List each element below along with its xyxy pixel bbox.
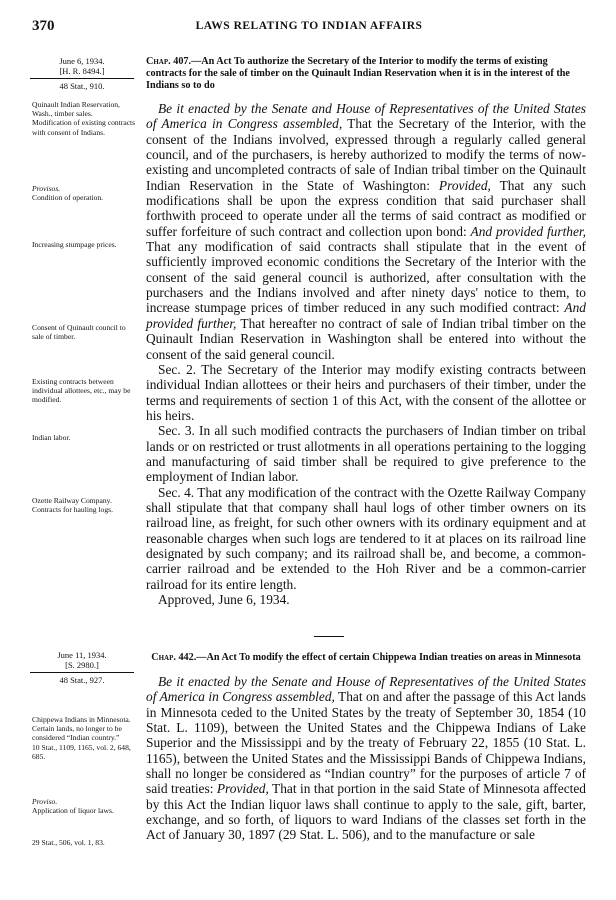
act2-chap-title: —An Act To modify the effect of certain Chippewa Indian treaties on areas in Minnesota bbox=[196, 652, 581, 663]
divider bbox=[30, 672, 134, 673]
act1-text bbox=[146, 56, 586, 608]
act1-text-run: That any such modifications shall be upon the express condition that said purchaser shall forthwith proceed to operate under all the terms of said contract as modified or suffer forfeiture of such contract and collection upon bond: bbox=[146, 177, 587, 239]
act2-stat: 48 Stat., 927. bbox=[59, 675, 105, 685]
divider bbox=[30, 78, 134, 79]
enacting-clause: Be it enacted by the Senate and House of Representatives of the United States of America in Congress assembled, bbox=[146, 674, 586, 705]
enacting-clause: Be it enacted by the Senate and House of Representatives of the United States of America in Congress assembled, bbox=[146, 101, 586, 132]
act2-text-run: That on and after the passage of this Act lands in Minnesota ceded to the United States by the treaty of September 30, 1854 (10 Stat. L. 1109), between the United States and the Chippewa Indians of Lake Superior and the Mississippi and by the treaty of February 22, 1855 (10 Stat. L. 1165), between the United States and the Mississippi Bands of Chippewa Indians, shall no longer be considered as “Indian country” for the purposes of article 7 of said treaties: bbox=[146, 689, 586, 797]
note-text: Provisos. bbox=[32, 184, 61, 193]
margin-note-quinault bbox=[32, 100, 136, 137]
note-text: Quinault Indian Reservation, Wash., timber sales. bbox=[32, 100, 120, 119]
act1-text-run: That any modification of said contracts shall stipulate that in the event of sufficiently improved economic conditions the Secretary of the Interior with the consent of the said general council is authorized, after consultation with the purchasers and the Indians involved and after ninety days' notice to them, to increase stumpage prices of timber reduced in any such modified contract: bbox=[146, 239, 586, 316]
margin-note-stat29: 29 Stat., 506, vol. 1, 83. bbox=[32, 838, 105, 847]
page-number: 370 bbox=[32, 18, 55, 34]
margin-note-labor: Indian labor. bbox=[32, 433, 71, 442]
act2-citation bbox=[30, 650, 134, 685]
act1-section-4: Sec. 4. That any modification of the contract with the Ozette Railway Company shall stipulate that that company shall haul logs of other timber owners on its railroad line, as freight, for such other owners with its ordinary equipment and at reasonable charges when such logs are tendered to it at places on its railroad line designated by such company; and its railroad shall be, and become, a common-carrier railroad and be extended to the Hoh River and be a common-carrier railroad for its entire length. bbox=[146, 484, 586, 592]
note-text: Certain lands, no longer to be considered “Indian country.” bbox=[32, 724, 122, 743]
act1-approved: Approved, June 6, 1934. bbox=[158, 592, 290, 607]
act2-text bbox=[146, 652, 586, 843]
act1-chap-title: —An Act To authorize the Secretary of the Interior to modify the terms of existing contracts for the sale of timber on the Quinault Indian Reservation when it is in the interest of the Indians so to do bbox=[146, 56, 570, 91]
act1-section-1 bbox=[146, 101, 586, 362]
act2-bill: [S. 2980.] bbox=[65, 660, 99, 670]
margin-note-chippewa bbox=[32, 715, 136, 761]
note-text: Condition of operation. bbox=[32, 193, 104, 203]
act2-chapter-heading bbox=[146, 652, 586, 664]
proviso-italic: And provided further, bbox=[470, 223, 587, 239]
margin-note-existing: Existing contracts between individual allottees, etc., may be modified. bbox=[32, 377, 131, 405]
note-text: Modification of existing contracts with consent of Indians. bbox=[32, 118, 136, 137]
act1-chapter-heading bbox=[146, 56, 586, 92]
note-text: Ozette Railway Company. bbox=[32, 496, 112, 505]
proviso-italic: Provided, bbox=[216, 781, 269, 797]
act2-section-1 bbox=[146, 674, 586, 843]
act1-chap-label: Chap. 407. bbox=[146, 56, 192, 67]
act1-section-2: Sec. 2. The Secretary of the Interior may modify existing contracts between individual Indian allottees or their heirs and purchasers of their timber, under the terms and requirements of section 1 of this Act, with the consent of the allottee or his heirs. bbox=[146, 361, 586, 423]
note-text: 10 Stat., 1109, 1165, vol. 2, 648, 685. bbox=[32, 742, 131, 761]
note-text: Proviso. bbox=[32, 797, 58, 806]
act1-section-3: Sec. 3. In all such modified contracts the purchasers of Indian timber on tribal lands or on restricted or trust allotments in all operations pertaining to the logging and manufacturing of said timber shall be required to give preference to the employment of Indian labor. bbox=[146, 423, 586, 485]
act2-date: June 11, 1934. bbox=[57, 650, 107, 660]
margin-note-proviso bbox=[32, 797, 136, 815]
act1-date: June 6, 1934. bbox=[59, 56, 105, 66]
note-text: Application of liquor laws. bbox=[32, 806, 114, 816]
proviso-italic: And provided further, bbox=[146, 300, 586, 331]
act2-chap-label: Chap. 442. bbox=[151, 652, 197, 663]
act2-text-run: That in that portion in the said State of Minnesota affected by this Act the Indian liquor laws shall continue to apply to the sale, gift, barter, exchange, and so forth, of liquors to ward Indians of the classes set forth in the Act of January 30, 1897 (29 Stat. L. 506), and to the manufacture or sale bbox=[146, 781, 586, 843]
page-header bbox=[32, 18, 586, 40]
act1-bill: [H. R. 8494.] bbox=[59, 66, 105, 76]
act-separator bbox=[314, 636, 344, 637]
margin-note-provisos bbox=[32, 184, 136, 202]
act1-stat: 48 Stat., 910. bbox=[59, 81, 105, 91]
act1-text-run: That hereafter no contract of sale of Indian tribal timber on the Quinault Indian Reservation in Washington shall be entered into without the consent of the said general council. bbox=[146, 315, 586, 362]
running-title: LAWS RELATING TO INDIAN AFFAIRS bbox=[195, 20, 423, 32]
margin-note-consent: Consent of Quinault council to sale of timber. bbox=[32, 323, 126, 342]
margin-note-ozette bbox=[32, 496, 136, 514]
act1-text-run: That the Secretary of the Interior, with the consent of the Indians involved, expressed through a regularly called general council, and of the purchasers, is hereby authorized to modify the terms of now-existing and uncompleted contracts of sale of Indian tribal timber on the Quinault Indian Reservation in the State of Washington: bbox=[146, 116, 586, 193]
note-text: Chippewa Indians in Minnesota. bbox=[32, 715, 131, 724]
note-text: Contracts for hauling logs. bbox=[32, 505, 113, 515]
act1-citation bbox=[30, 56, 134, 91]
margin-note-stumpage: Increasing stumpage prices. bbox=[32, 240, 117, 249]
proviso-italic: Provided, bbox=[438, 177, 491, 193]
